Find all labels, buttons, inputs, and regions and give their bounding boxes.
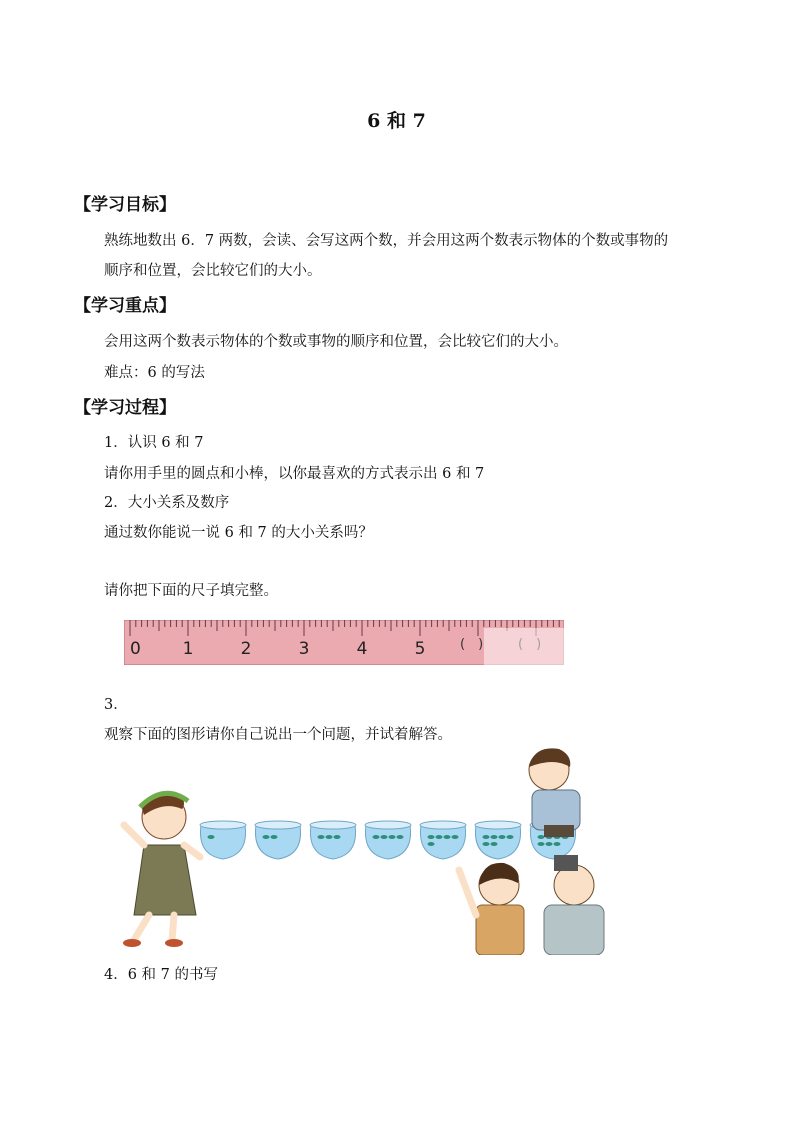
fish-icon (491, 835, 498, 839)
goal-text-line1: 熟练地数出 6．7 两数，会读、会写这两个数，并会用这两个数表示物体的个数或事物的 (104, 233, 669, 249)
goal-text-line2: 顺序和位置，会比较它们的大小。 (104, 263, 322, 279)
fish-icon (546, 842, 553, 846)
fishbowl (200, 821, 246, 859)
ruler-blank: ( ) (460, 637, 484, 652)
fishbowl-row (200, 821, 576, 859)
fish-icon (373, 835, 380, 839)
page-title: 6 和 7 (367, 110, 426, 132)
key-heading: 【学习重点】 (74, 296, 176, 316)
difficulty-text: 难点：6 的写法 (104, 365, 205, 381)
fishbowl-illustration (104, 745, 624, 955)
ruler-faded-end (484, 628, 564, 665)
fish-icon (334, 835, 341, 839)
fish-icon (263, 835, 270, 839)
fishbowl (420, 821, 466, 859)
fishbowl (475, 821, 521, 859)
ruler-number: 5 (414, 639, 426, 659)
ruler-number: 3 (298, 639, 310, 659)
ruler-number: 0 (130, 639, 141, 659)
step2-title: 2．大小关系及数序 (104, 495, 230, 511)
girl-figure (123, 792, 200, 947)
step3-text: 观察下面的图形请你自己说出一个问题，并试着解答。 (104, 727, 452, 743)
fish-icon (444, 835, 451, 839)
ruler-number: 2 (240, 639, 252, 659)
ruler (124, 620, 564, 665)
fish-icon (389, 835, 396, 839)
key-text: 会用这两个数表示物体的个数或事物的顺序和位置，会比较它们的大小。 (104, 334, 568, 350)
fishbowl (310, 821, 356, 859)
fish-icon (507, 835, 514, 839)
process-heading: 【学习过程】 (74, 398, 176, 418)
fish-icon (452, 835, 459, 839)
fish-icon (499, 835, 506, 839)
fish-icon (538, 835, 545, 839)
step1-title: 1．认识 6 和 7 (104, 435, 204, 451)
step2-text: 通过数你能说一说 6 和 7 的大小关系吗？ (104, 525, 373, 541)
fish-icon (208, 835, 215, 839)
step3-title: 3． (104, 697, 128, 713)
ruler-number: 4 (356, 639, 368, 659)
fish-icon (491, 842, 498, 846)
fish-icon (271, 835, 278, 839)
fish-icon (554, 842, 561, 846)
pointing-boy-figure (459, 863, 524, 955)
boy-sitting-figure (529, 748, 580, 837)
goal-heading: 【学习目标】 (74, 195, 176, 215)
step4-title: 4．6 和 7 的书写 (104, 967, 219, 983)
fish-icon (483, 842, 490, 846)
fish-icon (397, 835, 404, 839)
fish-icon (326, 835, 333, 839)
ruler-number: 1 (182, 639, 194, 659)
fish-icon (483, 835, 490, 839)
fish-icon (428, 835, 435, 839)
fishbowl (365, 821, 411, 859)
fish-icon (381, 835, 388, 839)
fishbowl (255, 821, 301, 859)
ruler-prompt: 请你把下面的尺子填完整。 (104, 583, 278, 599)
fish-icon (428, 842, 435, 846)
ruler-graphic (124, 620, 564, 665)
step1-text: 请你用手里的圆点和小棒，以你最喜欢的方式表示出 6 和 7 (104, 466, 485, 482)
fish-icon (436, 835, 443, 839)
fish-icon (538, 842, 545, 846)
fish-icon (318, 835, 325, 839)
elder-figure (544, 855, 604, 955)
illustration-svg (104, 745, 624, 955)
